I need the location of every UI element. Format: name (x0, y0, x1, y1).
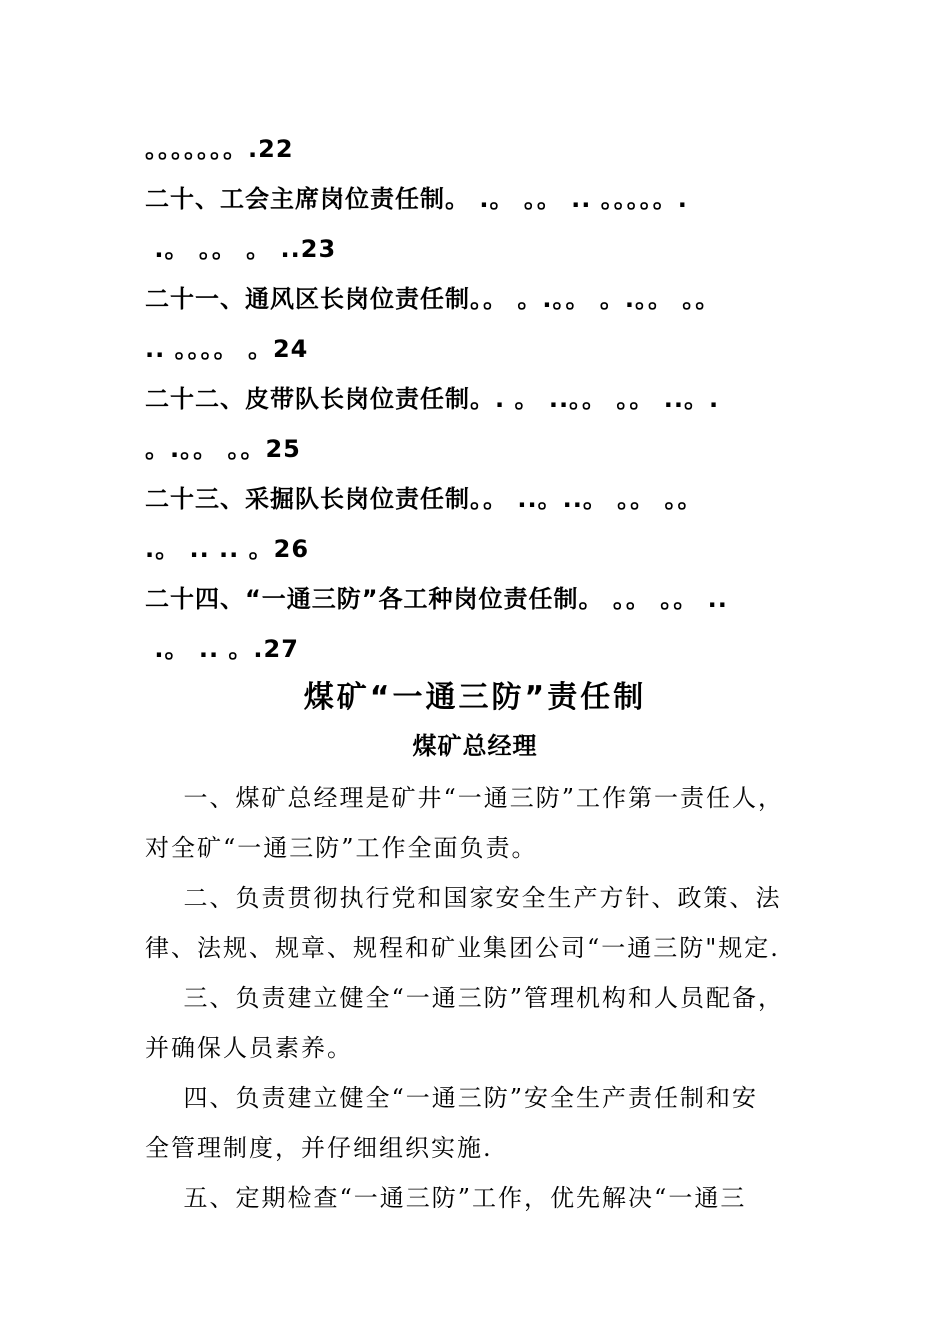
paragraph-line: 四、负责建立健全“一通三防”安全生产责任制和安 (145, 1084, 759, 1112)
paragraph-line: 全管理制度，并仔细组织实施. (145, 1134, 493, 1162)
toc-line: 二十四、“一通三防”各工种岗位责任制。 。。 。。 .. (145, 585, 728, 613)
paragraph-line: 律、法规、规章、规程和矿业集团公司“一通三防"规定. (145, 934, 780, 962)
toc-line: .. 。。。。 。24 (145, 335, 309, 363)
toc-line: 。。。。。。。.22 (145, 135, 294, 163)
toc-line: 二十一、通风区长岗位责任制。。 。.。。 。.。。 。。 (145, 285, 721, 313)
document-title: 煤矿“一通三防”责任制 (303, 680, 647, 715)
toc-line: 二十、工会主席岗位责任制。 .。 。。 .. 。。。。。. (145, 185, 688, 213)
paragraph-line: 对全矿“一通三防”工作全面负责。 (145, 834, 538, 862)
toc-line: .。 .. 。.27 (145, 635, 299, 663)
toc-line: 二十二、皮带队长岗位责任制。. 。 ..。。 。。 ..。. (145, 385, 720, 413)
paragraph-line: 三、负责建立健全“一通三防”管理机构和人员配备， (145, 984, 785, 1012)
toc-line: 。.。。 。。25 (145, 435, 301, 463)
toc-line: .。 .. .. 。26 (145, 535, 310, 563)
paragraph-line: 并确保人员素养。 (145, 1034, 353, 1062)
section-heading: 煤矿总经理 (412, 732, 538, 760)
toc-line: .。 。。 。 ..23 (145, 235, 337, 263)
toc-line: 二十三、采掘队长岗位责任制。。 ..。..。 。。 。。 (145, 485, 703, 513)
paragraph-line: 二、负责贯彻执行党和国家安全生产方针、政策、法 (145, 884, 782, 912)
paragraph-line: 一、煤矿总经理是矿井“一通三防”工作第一责任人， (145, 784, 785, 812)
paragraph-line: 五、定期检查“一通三防”工作，优先解决“一通三 (145, 1184, 747, 1212)
